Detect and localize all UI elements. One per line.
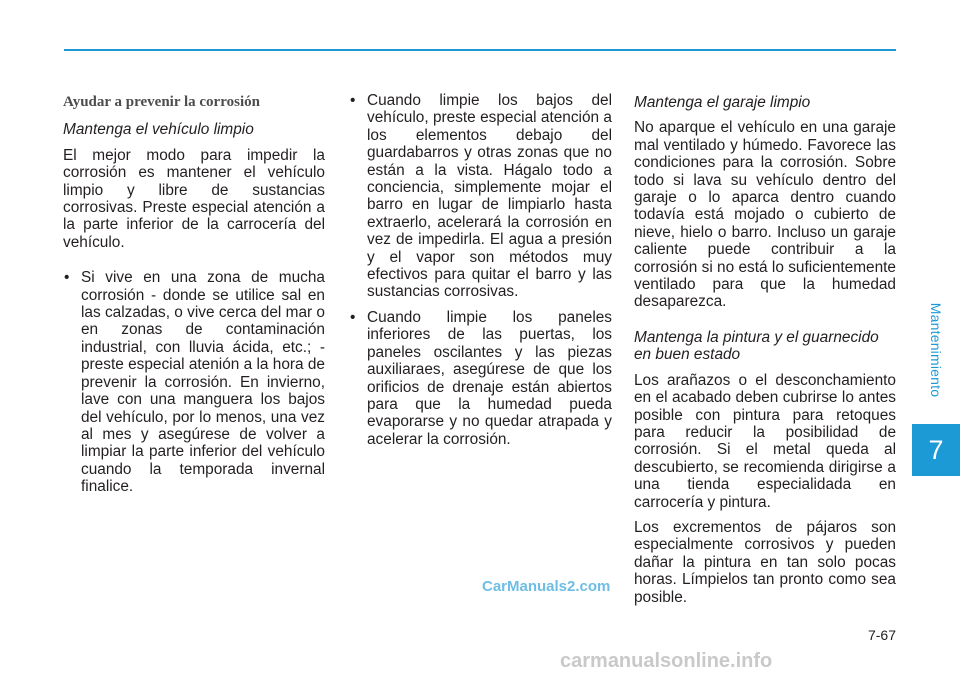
- page-number: 7-67: [867, 627, 896, 643]
- list-item: • Cuando limpie los paneles inferiores de las puertas, los paneles oscilantes y las piezas auxiliaraes, asegúrese de que los orificios de drenaje están abiertos para que la humedad pueda evaporarse y no quedar atrapada y acelerar la corrosión.: [349, 309, 612, 448]
- section-label-text: Mantenimiento: [928, 302, 944, 398]
- bullet-list-2: [349, 92, 612, 448]
- bullet-list-1: [63, 269, 325, 495]
- chapter-tab: 7: [912, 424, 960, 476]
- paragraph-birds: Los excrementos de pájaros son especialmente corrosivos y pueden dañar la pintura en tan solo pocas horas. Límpielos tan pronto como sea posible.: [634, 518, 896, 606]
- section-heading: Ayudar a prevenir la corrosión: [63, 94, 260, 110]
- column-2: [349, 92, 612, 456]
- paragraph-intro: El mejor modo para impedir la corrosión es mantener el vehículo limpio y libre de sustancias corrosivas. Preste especial atención a la parte inferior de la carrocería del vehículo.: [63, 146, 325, 251]
- paragraph-paint: Los arañazos o el desconchamiento en el acabado deben cubrirse lo antes posible con pintura para retoques para reducir la posibilidad de corrosión. Si el metal queda al descubierto, se recomienda dirigirse a una tienda especialidada en carrocería y pintura.: [634, 371, 896, 511]
- list-item: • Cuando limpie los bajos del vehículo, preste especial atención a los elementos debajo del guardabarros y otras zonas que no están a la vista. Hágalo todo a conciencia, simplemente mojar el barro en lugar de limpiarlo hasta extraerlo, acelerará la corrosión en vez de impedirla. El agua a presión y el vapor son métodos muy efectivos para quitar el barro y las sustancias corrosivas.: [349, 92, 612, 301]
- list-item: • Si vive en una zona de mucha corrosión - donde se utilice sal en las calzadas, o vive cerca del mar o en zonas de contaminación industrial, con lluvia ácida, etc.; -preste especial atenión a la hora de prevenir la corrosión. En invierno, lave con una manguera los bajos del vehículo, por lo menos, una vez al mes y asegúrese de volver a limpiar la parte inferior del vehículo cuando la temporada invernal finalice.: [63, 269, 325, 495]
- subheading-keep-vehicle-clean: Mantenga el vehículo limpio: [63, 121, 254, 139]
- subheading-paint: Mantenga la pintura y el guarnecido en buen estado: [634, 328, 879, 364]
- section-side-label: [916, 250, 956, 450]
- watermark-carmanuals2: CarManuals2.com: [482, 578, 611, 595]
- column-1: [63, 90, 325, 504]
- subheading-garage: Mantenga el garaje limpio: [634, 94, 811, 111]
- header-rule: [64, 49, 896, 51]
- watermark-carmanualsonline: carmanualsonline.info: [560, 650, 773, 672]
- column-3: [634, 94, 896, 614]
- paragraph-garage: No aparque el vehículo en una garaje mal ventilado y húmedo. Favorece las condiciones para la corrosión. Sobre todo si lava su vehículo dentro del garaje o lo aparca dentro cuando todavía está mojado o cubierto de nieve, hielo o barro. Incluso un garaje caliente puede contribuir a la corrosión si no está lo suficientemente ventilado para que la humedad desaparezca.: [634, 119, 896, 311]
